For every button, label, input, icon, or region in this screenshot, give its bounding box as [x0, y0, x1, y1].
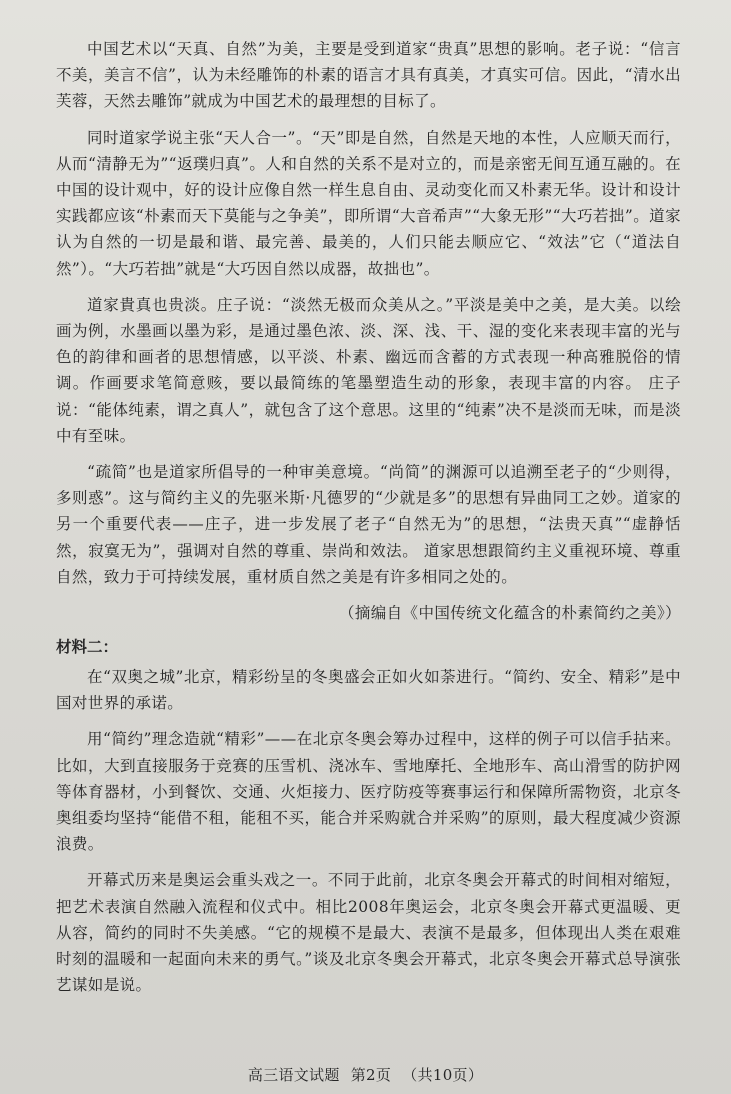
paragraph: “疏简”也是道家所倡导的一种审美意境。“尚简”的渊源可以追溯至老子的“少则得，多则惑”。这与简约主义的先驱米斯·凡德罗的“少就是多”的思想有异曲同工之妙。道家的另一个重要代表——庄子，进一步发展了老子“自然无为”的思想，“法贵天真”“虚静恬然，寂寞无为”，强调对自然的尊重、崇尚和效法。 道家思想跟简约主义重视环境、尊重自然，致力于可持续发展，重材质自然之美是有许多相同之处的。 [56, 463, 681, 586]
page-total: （共10页） [402, 1066, 484, 1084]
paragraph: 道家貴真也贵淡。庄子说：“淡然无极而众美从之。”平淡是美中之美，是大美。以绘画为例，水墨画以墨为彩，是通过墨色浓、淡、深、浅、干、湿的变化来表现丰富的光与色的韵律和画者的思想情感，以平淡、朴素、幽远而含蓄的方式表现一种高雅脱俗的情调。作画要求笔简意赅，要以最简练的笔墨塑造生动的形象，表现丰富的内容。 庄子说：“能体纯素，谓之真人”，就包含了这个意思。这里的“纯素”决不是淡而无味，而是淡中有至味。 [56, 295, 681, 445]
page-number: 第2页 [350, 1066, 392, 1084]
exam-title: 高三语文试题 [247, 1066, 340, 1084]
material-heading: 材料二： [56, 638, 119, 657]
source-citation: （摘编自《中国传统文化蕴含的朴素简约之美》） [338, 604, 681, 623]
paragraph: 开幕式历来是奥运会重头戏之一。不同于此前，北京冬奥会开幕式的时间相对缩短，把艺术表演自然融入流程和仪式中。相比2008年奥运会，北京冬奥会开幕式更温暖、更从容，简约的同时不失美感。“它的规模不是最大、表演不是最多，但体现出人类在艰难时刻的温暖和一起面向未来的勇气。”谈及北京冬奥会开幕式，北京冬奥会开幕式总导演张艺谋如是说。 [56, 871, 681, 995]
paragraph: 用“简约”理念造就“精彩”——在北京冬奥会筹办过程中，这样的例子可以信手拈来。比如，大到直接服务于竞赛的压雪机、浇冰车、雪地摩托、全地形车、高山滑雪的防护网等体育器材，小到餐饮、交通、火炬接力、医疗防疫等赛事运行和保障所需物资，北京冬奥组委均坚持“能借不租，能租不买，能合并采购就合并采购”的原则，最大程度减少资源浪费。 [56, 730, 681, 854]
paragraph: 在“双奥之城”北京，精彩纷呈的冬奥盛会正如火如荼进行。“简约、安全、精彩”是中国对世界的承诺。 [56, 668, 681, 713]
paragraph: 同时道家学说主张“天人合一”。“天”即是自然，自然是天地的本性，人应顺天而行，从而“清静无为”“返璞归真”。人和自然的关系不是对立的，而是亲密无间互通互融的。在中国的设计观中，好的设计应像自然一样生息自由、灵动变化而又朴素无华。设计和设计实践都应该“朴素而天下莫能与之争美”，即所谓“大音希声”“大象无形”“大巧若拙”。道家认为自然的一切是最和谐、最完善、最美的，人们只能去顺应它、“效法”它（“道法自然”）。“大巧若拙”就是“大巧因自然以成器，故拙也”。 [56, 128, 681, 278]
page-footer [0, 1064, 731, 1085]
paragraph: 中国艺术以“天真、自然”为美，主要是受到道家“贵真”思想的影响。老子说：“信言不美，美言不信”，认为未经雕饰的朴素的语言才具有真美，才真实可信。因此，“清水出芙蓉，天然去雕饰”就成为中国艺术的最理想的目标了。 [56, 40, 681, 111]
